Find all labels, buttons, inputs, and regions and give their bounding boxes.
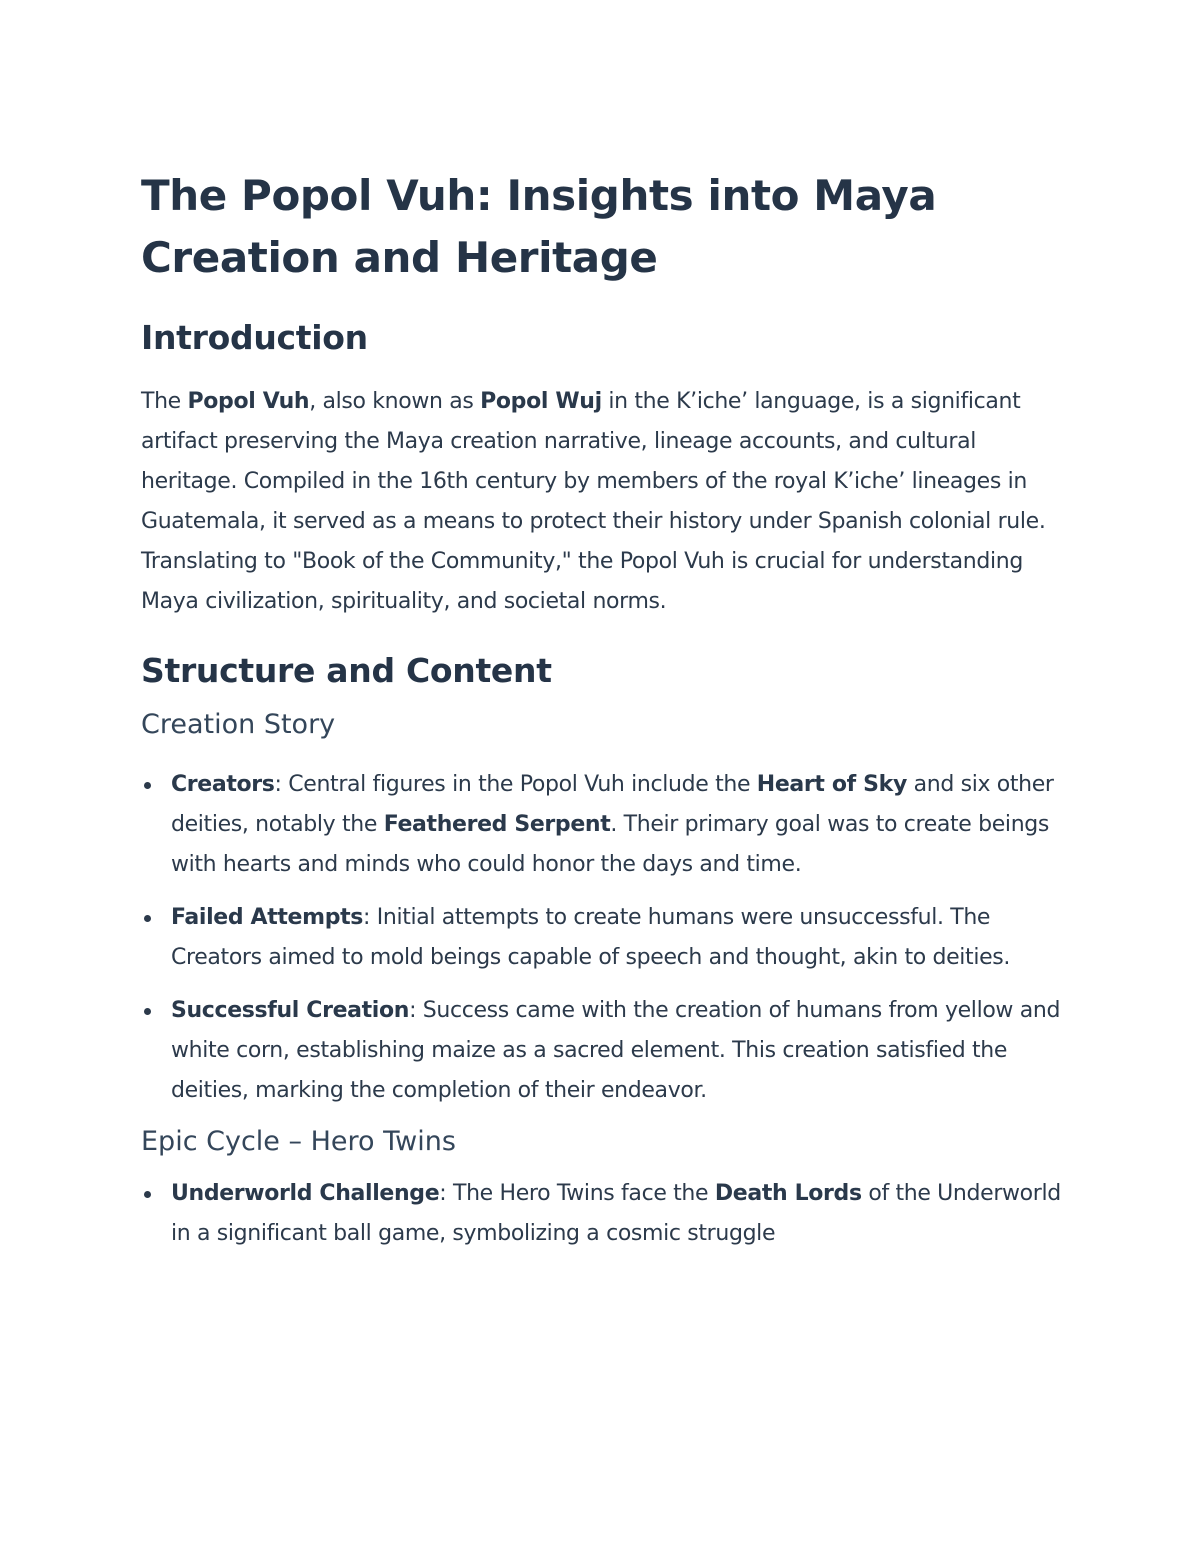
document-page: [141, 165, 1061, 1254]
creation-story-list: [141, 765, 1061, 1111]
list-item-term: Failed Attempts: [171, 905, 364, 930]
list-item-term: Creators: [171, 772, 275, 797]
section-heading-structure: Structure and Content: [141, 651, 552, 690]
list-item-text: and six other deities, notably the: [171, 772, 1054, 837]
list-item: [141, 898, 1061, 978]
list-item-bold: Death Lords: [714, 1181, 862, 1206]
list-item: [141, 765, 1061, 885]
epic-cycle-list: [141, 1174, 1061, 1254]
section-heading-introduction: Introduction: [141, 318, 368, 357]
subsection-heading-epic-cycle: Epic Cycle – Hero Twins: [141, 1126, 456, 1157]
list-item-term: Underworld Challenge: [171, 1181, 440, 1206]
list-item: [141, 991, 1061, 1111]
list-item-text: : Initial attempts to create humans were unsuccessful. The Creators aimed to mold beings capable of speech and thought, akin to deities.: [171, 905, 1011, 970]
intro-text-segment: The: [141, 389, 188, 414]
list-item-text: . Their primary goal was to create beings with hearts and minds who could honor the days and time.: [171, 812, 1050, 877]
list-item: [141, 1174, 1061, 1254]
subsection-heading-creation-story: Creation Story: [141, 709, 336, 740]
introduction-paragraph: [141, 382, 1061, 622]
list-item-text: : Success came with the creation of humans from yellow and white corn, establishing maize as a sacred element. This creation satisfied the deities, marking the completion of their endeavor.: [171, 998, 1061, 1103]
list-item-bold: Feathered Serpent: [383, 812, 611, 837]
document-title: The Popol Vuh: Insights into Maya Creation and Heritage: [141, 171, 937, 282]
intro-text-segment: , also known as: [309, 389, 481, 414]
intro-bold-popol-wuj: Popol Wuj: [480, 389, 602, 414]
list-item-text: of the Underworld in a significant ball game, symbolizing a cosmic struggle: [171, 1181, 1061, 1246]
list-item-bold: Heart of Sky: [756, 772, 907, 797]
intro-text-segment: in the K’iche’ language, is a significant artifact preserving the Maya creation narrative, lineage accounts, and cultural heritage. Compiled in the 16th century by members of the royal K’iche’ lineages in Guatemala, it served as a means to protect their history under Spanish colonial rule. Translating to "Book of the Community," the Popol Vuh is crucial for understanding Maya civilization, spirituality, and societal norms.: [141, 389, 1046, 614]
intro-bold-popol-vuh: Popol Vuh: [187, 389, 310, 414]
list-item-text: : The Hero Twins face the: [439, 1181, 715, 1206]
list-item-text: : Central figures in the Popol Vuh include the: [274, 772, 757, 797]
list-item-term: Successful Creation: [171, 998, 410, 1023]
